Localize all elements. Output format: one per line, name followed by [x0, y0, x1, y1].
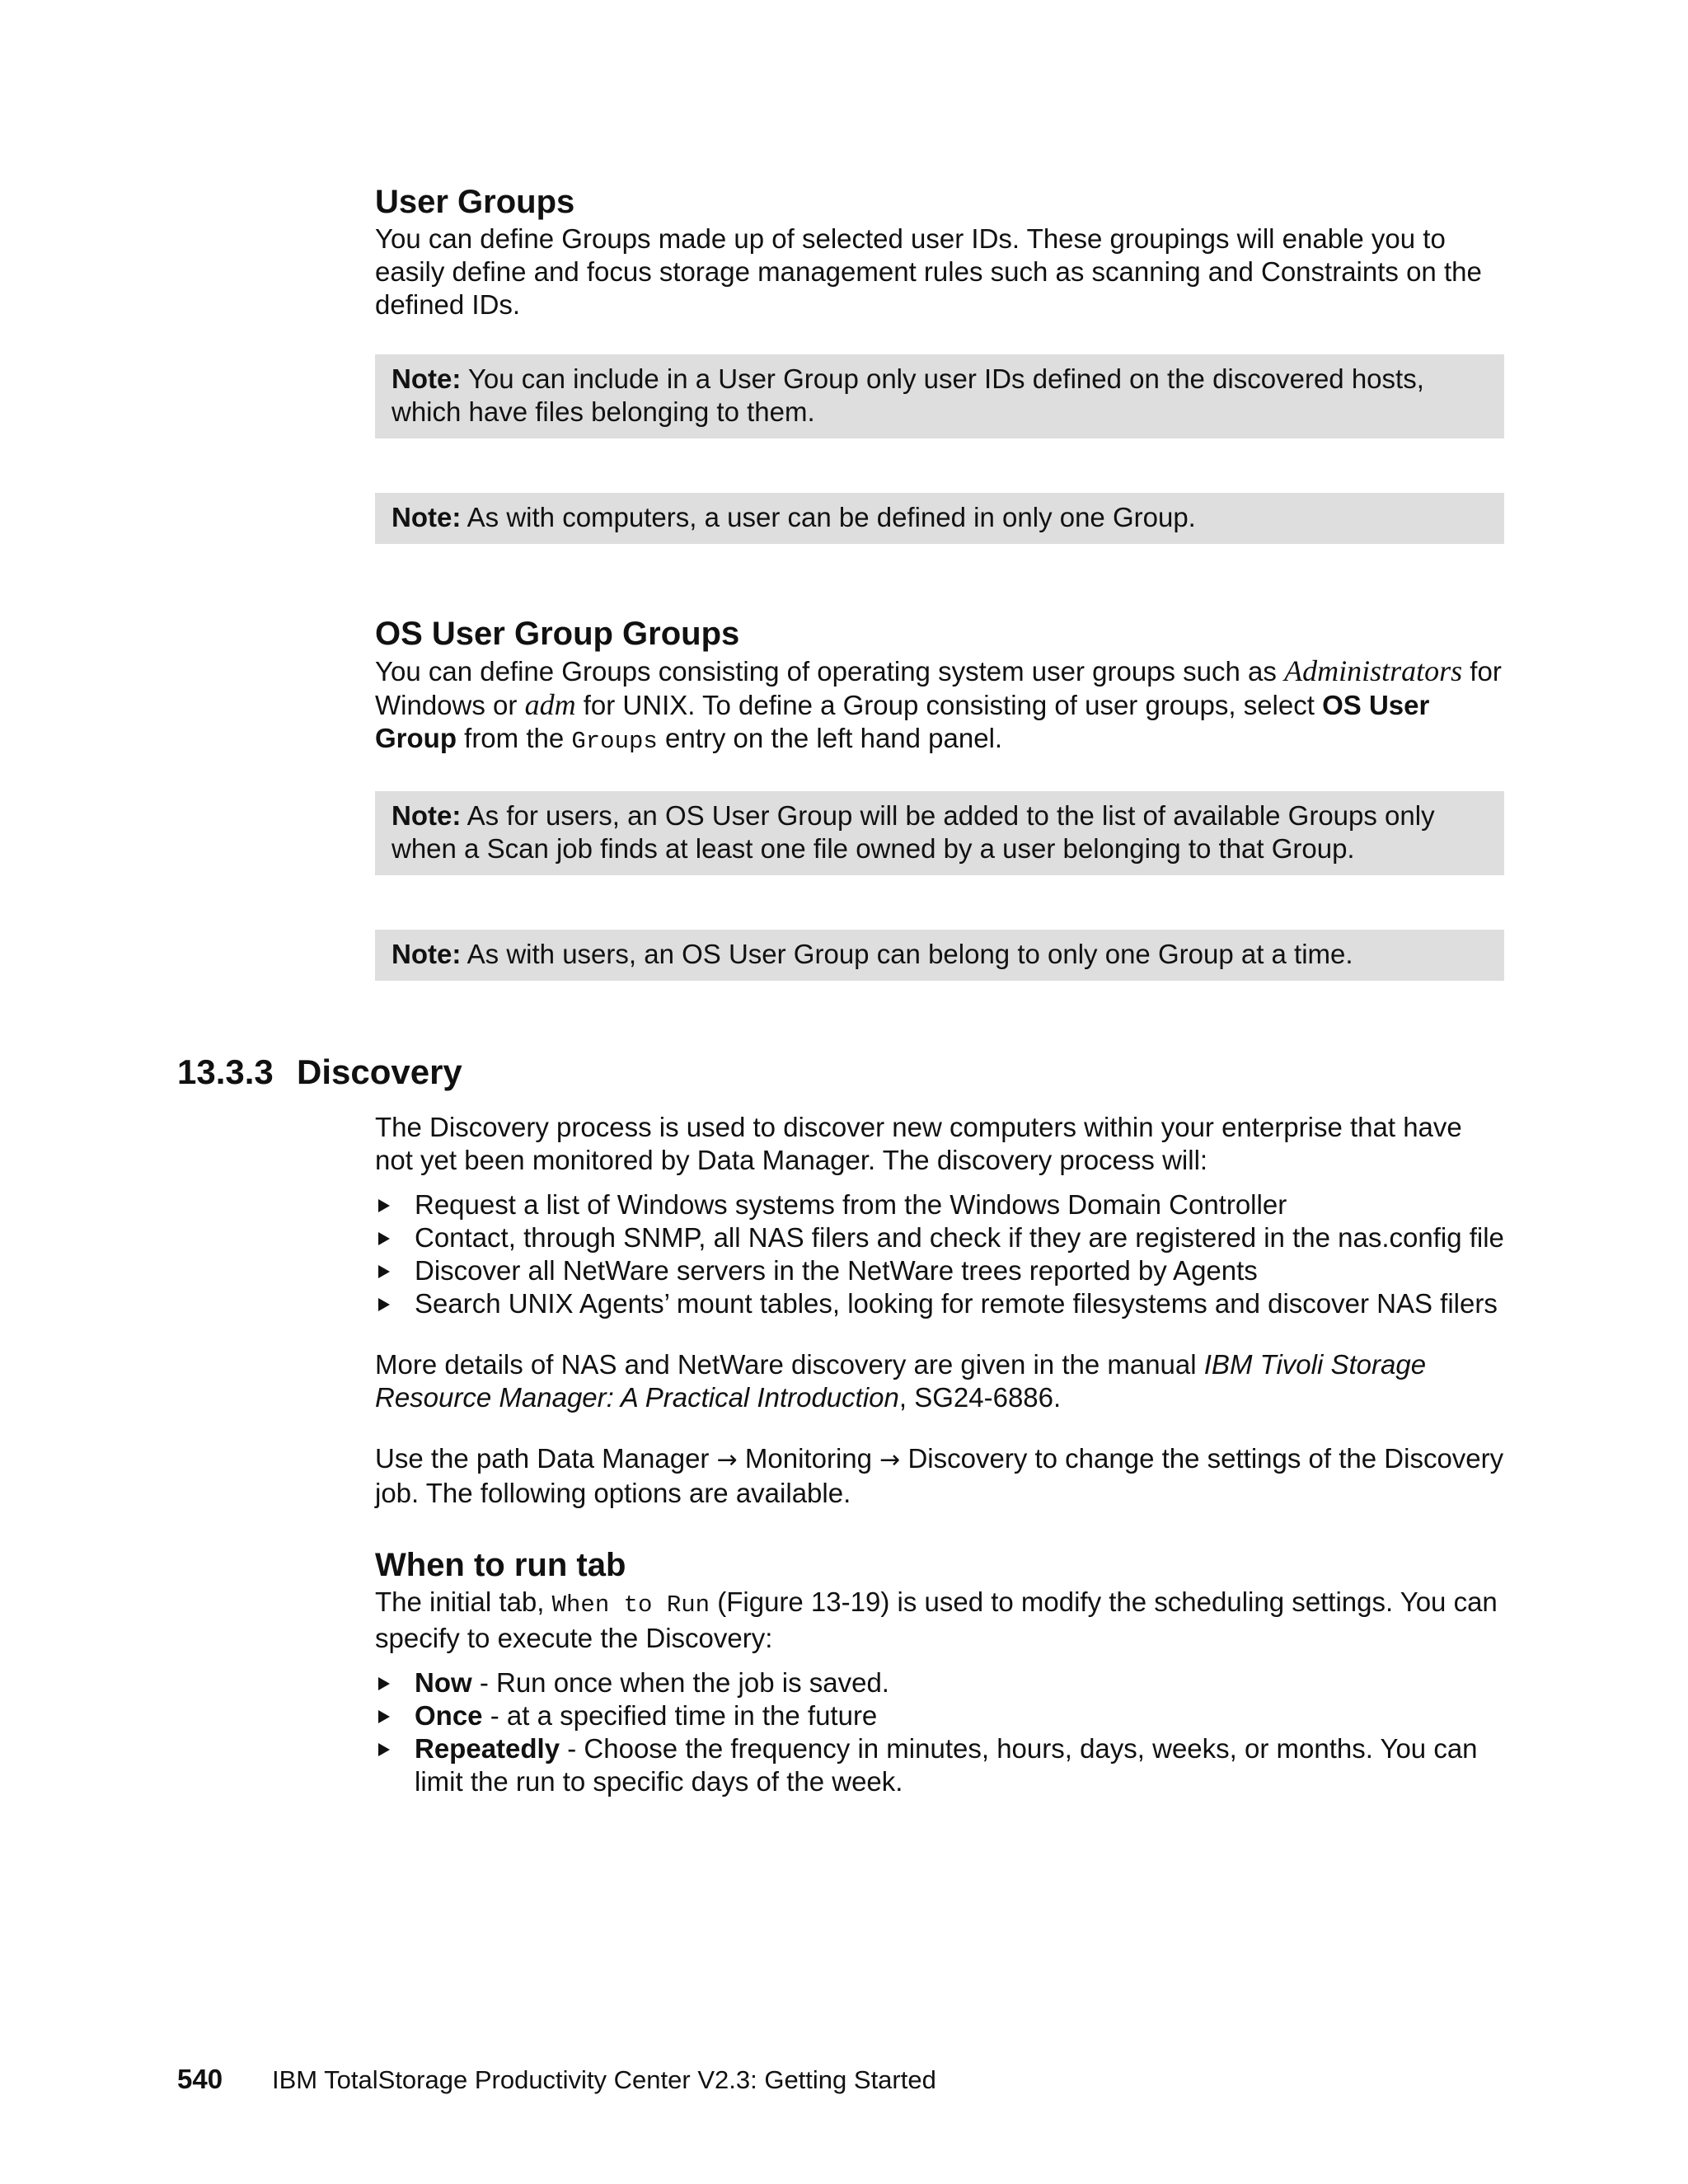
bullet-triangle-icon	[378, 1199, 390, 1212]
more-details-paragraph: More details of NAS and NetWare discovery are given in the manual IBM Tivoli Storage Resource Manager: A Practical Introduction, SG24-6886.	[375, 1349, 1427, 1413]
list-item: Discover all NetWare servers in the NetWare trees reported by Agents	[375, 1254, 1504, 1287]
arrow-right-icon: →	[879, 1446, 901, 1474]
list-item: Once - at a specified time in the future	[375, 1699, 1504, 1732]
note-box	[375, 930, 1504, 981]
path-paragraph: Use the path Data Manager → Monitoring → Discovery to change the settings of the Discovery job. The following options are available.	[375, 1443, 1504, 1508]
bullet-triangle-icon	[378, 1265, 390, 1278]
adm-term: adm	[524, 688, 576, 721]
bullet-triangle-icon	[378, 1710, 390, 1723]
section-number: 13.3.3	[177, 1052, 274, 1091]
note-label: Note:	[392, 939, 462, 969]
note-text: As for users, an OS User Group will be added to the list of available Groups only when a Scan job finds at least one file owned by a user belonging to that Group.	[392, 800, 1435, 864]
groups-code: Groups	[571, 728, 658, 755]
list-item: Contact, through SNMP, all NAS filers and check if they are registered in the nas.config file	[375, 1221, 1504, 1254]
bullet-triangle-icon	[378, 1298, 390, 1311]
user-groups-section	[375, 181, 1504, 981]
when-to-run-paragraph: The initial tab, When to Run (Figure 13-19) is used to modify the scheduling settings. You can specify to execute the Discovery:	[375, 1586, 1498, 1653]
list-item: Search UNIX Agents’ mount tables, looking for remote filesystems and discover NAS filers	[375, 1287, 1504, 1320]
bullet-triangle-icon	[378, 1743, 390, 1756]
user-groups-heading: User Groups	[375, 184, 575, 220]
bullet-triangle-icon	[378, 1232, 390, 1245]
section-heading-discovery	[177, 1051, 1496, 1094]
note-label: Note:	[392, 363, 462, 394]
note-box	[375, 791, 1504, 875]
page-number: 540	[177, 2064, 223, 2094]
section-title: Discovery	[297, 1052, 462, 1091]
os-user-group-term: OS User Group	[375, 690, 1430, 753]
when-to-run-heading: When to run tab	[375, 1547, 626, 1583]
when-to-run-code: When to Run	[551, 1591, 710, 1619]
bullet-triangle-icon	[378, 1677, 390, 1690]
note-box	[375, 354, 1504, 438]
note-label: Note:	[392, 800, 462, 831]
os-user-group-groups-heading: OS User Group Groups	[375, 616, 740, 652]
schedule-options-list	[375, 1666, 1504, 1798]
note-box	[375, 493, 1504, 544]
list-item: Repeatedly - Choose the frequency in minutes, hours, days, weeks, or months. You can limit the run to specific days of the week.	[375, 1732, 1504, 1798]
user-groups-paragraph: You can define Groups made up of selected user IDs. These groupings will enable you to easily define and focus storage management rules such as scanning and Constraints on the defined IDs.	[375, 223, 1482, 320]
arrow-right-icon: →	[716, 1446, 738, 1474]
discovery-intro: The Discovery process is used to discover new computers within your enterprise that have not yet been monitored by Data Manager. The discovery process will:	[375, 1112, 1462, 1175]
note-label: Note:	[392, 502, 462, 532]
book-reference: IBM Tivoli Storage Resource Manager: A Practical Introduction	[375, 1349, 1427, 1413]
note-text: You can include in a User Group only user IDs defined on the discovered hosts, which have files belonging to them.	[392, 363, 1424, 427]
note-text: As with computers, a user can be defined in only one Group.	[461, 502, 1196, 532]
discovery-bullet-list	[375, 1188, 1504, 1320]
book-title: IBM TotalStorage Productivity Center V2.3: Getting Started	[272, 2065, 936, 2094]
list-item: Now - Run once when the job is saved.	[375, 1666, 1504, 1699]
page-footer	[177, 2063, 936, 2097]
os-user-group-groups-paragraph: You can define Groups consisting of operating system user groups such as Administrators for Windows or adm for UNIX. To define a Group consisting of user groups, select OS User Group from the Groups entry on the left hand panel.	[375, 654, 1502, 755]
note-text: As with users, an OS User Group can belong to only one Group at a time.	[461, 939, 1353, 969]
list-item: Request a list of Windows systems from the Windows Domain Controller	[375, 1188, 1504, 1221]
administrators-term: Administrators	[1284, 654, 1463, 687]
discovery-section	[375, 1111, 1504, 1798]
